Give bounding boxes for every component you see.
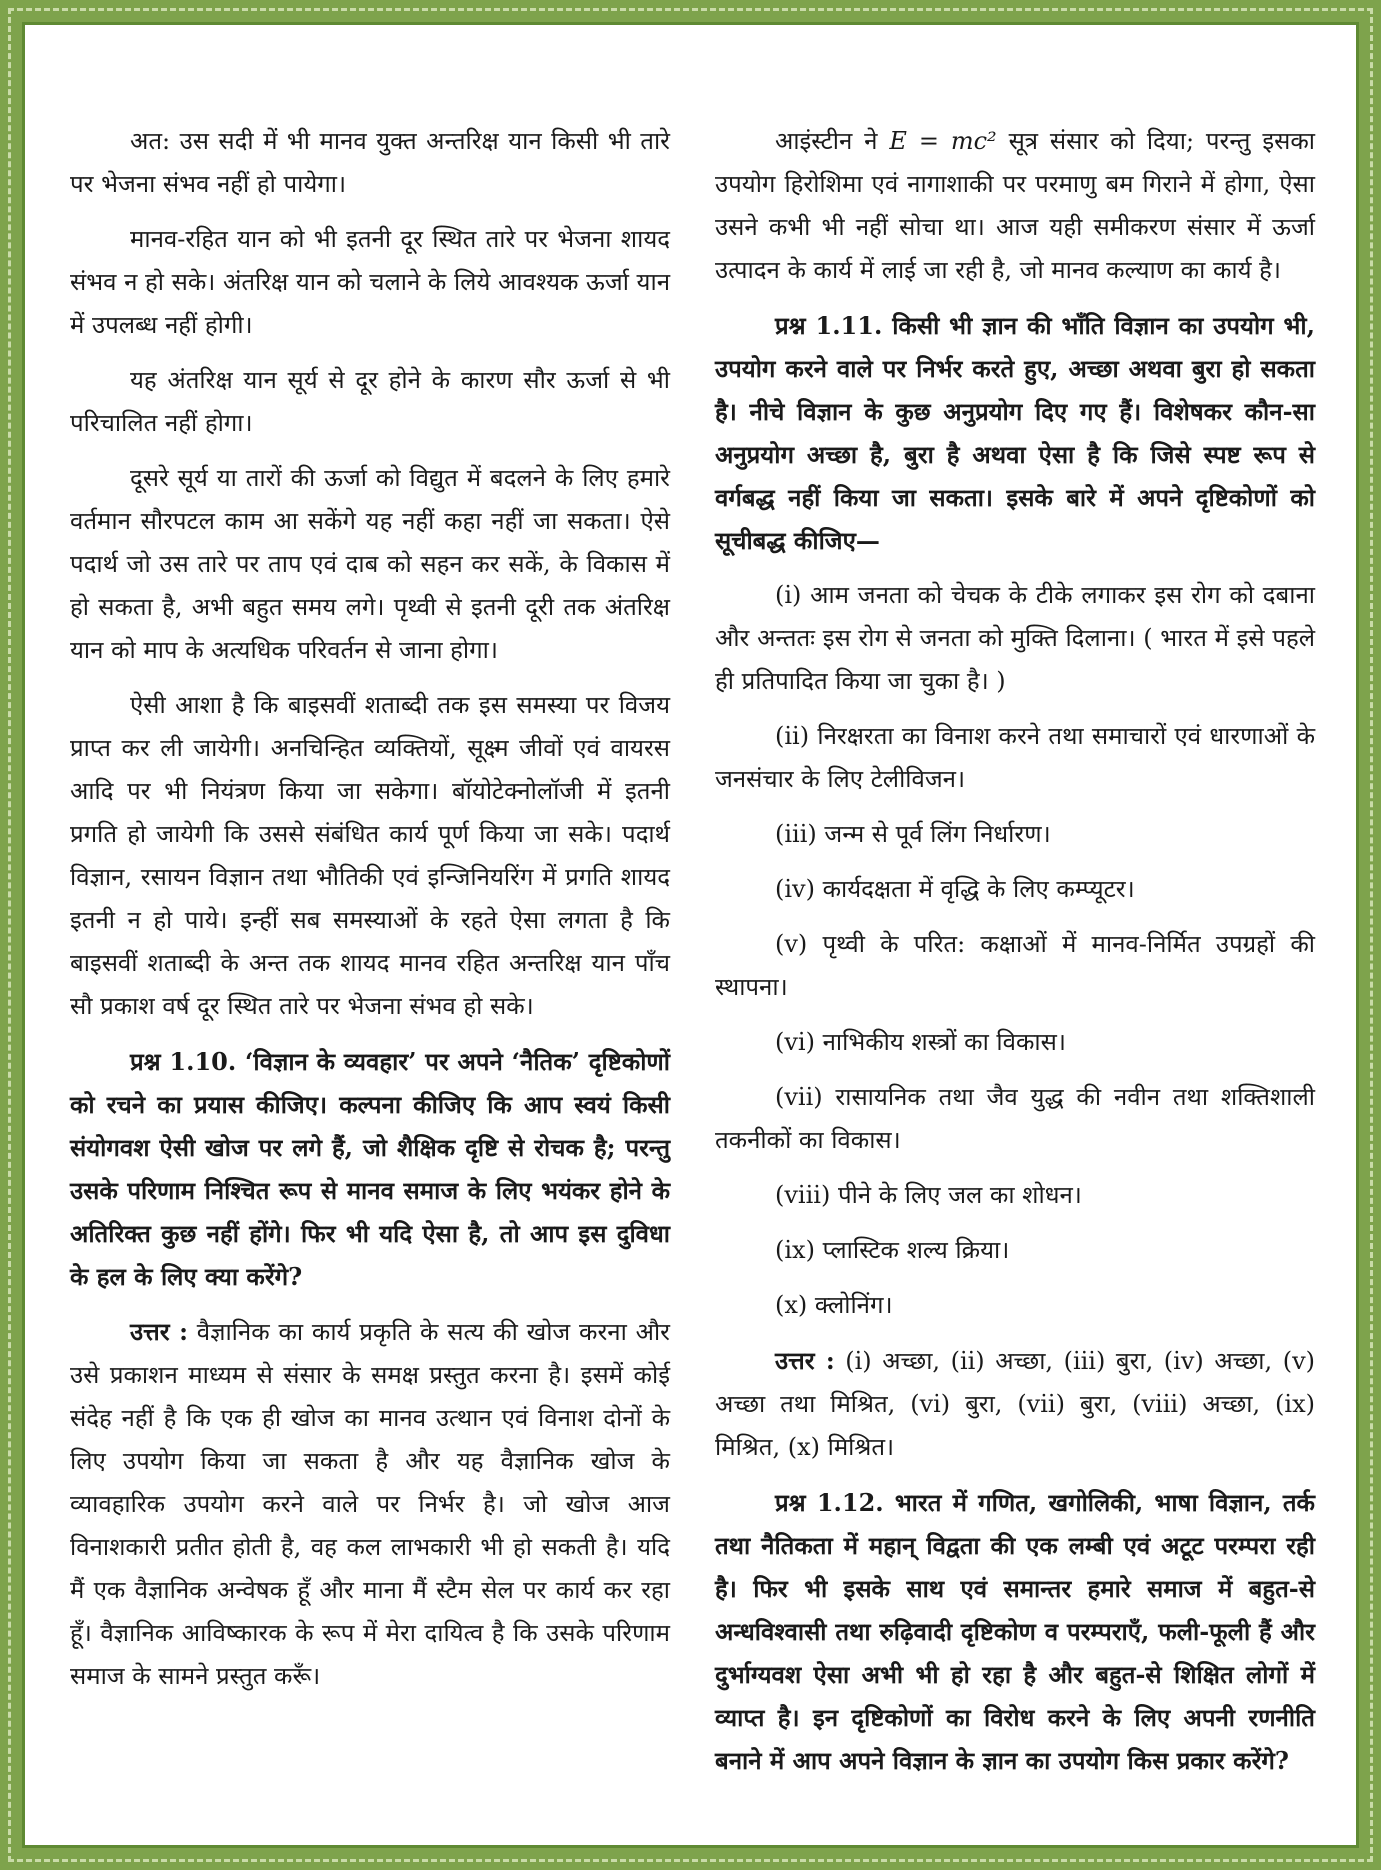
answer-1-11: [715, 1339, 1315, 1469]
list-item: (i) आम जनता को चेचक के टीके लगाकर इस रोग को दबाना और अन्ततः इस रोग से जनता को मुक्ति दिलाना। ( भारत में इसे पहले ही प्रतिपादित किया जा चुका है। ): [715, 581, 1315, 695]
einstein-text-post: सूत्र संसार को दिया; परन्तु इसका उपयोग हिरोशिमा एवं नागाशाकी पर परमाणु बम गिराने में होगा, ऐसा उसने कभी भी नहीं सोचा था। आज यही समीकरण संसार में ऊर्जा उत्पादन के कार्य में लाई जा रही है, जो मानव कल्याण का कार्य है।: [715, 127, 1315, 284]
list-item: (ix) प्लास्टिक शल्य क्रिया।: [775, 1236, 1010, 1264]
list-item: (iii) जन्म से पूर्व लिंग निर्धारण।: [775, 820, 1051, 848]
question-1-10: प्रश्न 1.10. ‘विज्ञान के व्यवहार’ पर अपने ‘नैतिक’ दृष्टिकोणों को रचने का प्रयास कीजिए। कल्पना कीजिए कि आप स्वयं किसी संयोगवश ऐसी खोज पर लगे हैं, जो शैक्षिक दृष्टि से रोचक है; परन्तु उसके परिणाम निश्चित रूप से मानव समाज के लिए भयंकर होने के अतिरिक्त कुछ नहीं होंगे। फिर भी यदि ऐसा है, तो आप इस दुविधा के हल के लिए क्या करेंगे?: [70, 1047, 670, 1291]
answer-label: उत्तर :: [130, 1317, 188, 1346]
list-item: (iv) कार्यदक्षता में वृद्धि के लिए कम्प्यूटर।: [775, 875, 1135, 903]
list-item: (v) पृथ्वी के परित: कक्षाओं में मानव-निर्मित उपग्रहों की स्थापना।: [715, 930, 1315, 1001]
paragraph: मानव-रहित यान को भी इतनी दूर स्थित तारे पर भेजना शायद संभव न हो सके। अंतरिक्ष यान को चलाने के लिये आवश्यक ऊर्जा यान में उपलब्ध नहीं होगी।: [70, 225, 671, 339]
question-1-11: प्रश्न 1.11. किसी भी ज्ञान की भाँति विज्ञान का उपयोग भी, उपयोग करने वाले पर निर्भर करते हुए, अच्छा अथवा बुरा हो सकता है। नीचे विज्ञान के कुछ अनुप्रयोग दिए गए हैं। विशेषकर कौन-सा अनुप्रयोग अच्छा है, बुरा है अथवा ऐसा है कि जिसे स्पष्ट रूप से वर्गबद्ध नहीं किया जा सकता। इसके बारे में अपने दृष्टिकोणों को सूचीबद्ध कीजिए—: [715, 311, 1315, 555]
answer-text: (i) अच्छा, (ii) अच्छा, (iii) बुरा, (iv) अच्छा, (v) अच्छा तथा मिश्रित, (vi) बुरा, (vii) बुरा, (viii) अच्छा, (ix) मिश्रित, (x) मिश्रित।: [715, 1347, 1315, 1461]
answer-1-10: [70, 1310, 670, 1698]
paragraph: यह अंतरिक्ष यान सूर्य से दूर होने के कारण सौर ऊर्जा से भी परिचालित नहीं होगा।: [70, 366, 670, 437]
formula: E = mc²: [889, 127, 997, 155]
einstein-text-pre: आइंस्टीन ने: [775, 127, 878, 155]
paragraph: अत: उस सदी में भी मानव युक्त अन्तरिक्ष यान किसी भी तारे पर भेजना संभव नहीं हो पायेगा।: [70, 127, 670, 198]
list-item: (ii) निरक्षरता का विनाश करने तथा समाचारों एवं धारणाओं के जनसंचार के लिए टेलीविजन।: [715, 722, 1315, 793]
list-item: (x) क्लोनिंग।: [775, 1291, 893, 1319]
paragraph: ऐसी आशा है कि बाइसवीं शताब्दी तक इस समस्या पर विजय प्राप्त कर ली जायेगी। अनचिन्हित व्यक्तियों, सूक्ष्म जीवों एवं वायरस आदि पर भी नियंत्रण किया जा सकेगा। बॉयोटेक्नोलॉजी में इतनी प्रगति हो जायेगी कि उससे संबंधित कार्य पूर्ण किया जा सके। पदार्थ विज्ञान, रसायन विज्ञान तथा भौतिकी एवं इन्जिनियरिंग में प्रगति शायद इतनी न हो पाये। इन्हीं सब समस्याओं के रहते ऐसा लगता है कि बाइसवीं शताब्दी के अन्त तक शायद मानव रहित अन्तरिक्ष यान पाँच सौ प्रकाश वर्ष दूर स्थित तारे पर भेजना संभव हो सके।: [70, 691, 670, 1020]
answer-label: उत्तर :: [775, 1346, 835, 1375]
paragraph-einstein: [715, 120, 1315, 292]
left-column: [70, 120, 670, 1760]
answer-text: वैज्ञानिक का कार्य प्रकृति के सत्य की खोज करना और उसे प्रकाशन माध्यम से संसार के समक्ष प्रस्तुत करना है। इसमें कोई संदेह नहीं है कि एक ही खोज का मानव उत्थान एवं विनाश दोनों के लिए उपयोग किया जा सकता है और यह वैज्ञानिक खोज के व्यावहारिक उपयोग करने वाले पर निर्भर है। जो खोज आज विनाशकारी प्रतीत होती है, वह कल लाभकारी भी हो सकती है। यदि मैं एक वैज्ञानिक अन्वेषक हूँ और माना मैं स्टैम सेल पर कार्य कर रहा हूँ। वैज्ञानिक आविष्कारक के रूप में मेरा दायित्व है कि उसके परिणाम समाज के सामने प्रस्तुत करूँ।: [70, 1318, 670, 1690]
list-item: (viii) पीने के लिए जल का शोधन।: [775, 1181, 1082, 1209]
paragraph: दूसरे सूर्य या तारों की ऊर्जा को विद्युत में बदलने के लिए हमारे वर्तमान सौरपटल काम आ सकेंगे यह नहीं कहा नहीं जा सकता। ऐसे पदार्थ जो उस तारे पर ताप एवं दाब को सहन कर सकें, के विकास में हो सकता है, अभी बहुत समय लगे। पृथ्वी से इतनी दूरी तक अंतरिक्ष यान को माप के अत्यधिक परिवर्तन से जाना होगा।: [70, 464, 670, 664]
list-item: (vii) रासायनिक तथा जैव युद्ध की नवीन तथा शक्तिशाली तकनीकों का विकास।: [715, 1083, 1315, 1154]
list-item: (vi) नाभिकीय शस्त्रों का विकास।: [775, 1028, 1066, 1056]
page-content: [70, 120, 1315, 1775]
question-1-12: प्रश्न 1.12. भारत में गणित, खगोलिकी, भाषा विज्ञान, तर्क तथा नैतिकता में महान् विद्वता की एक लम्बी एवं अटूट परम्परा रही है। फिर भी इसके साथ एवं समान्तर हमारे समाज में बहुत-से अन्धविश्वासी तथा रुढ़िवादी दृष्टिकोण व परम्पराएँ, फली-फूली हैं और दुर्भाग्यवश ऐसा अभी भी हो रहा है और बहुत-से शिक्षित लोगों में व्याप्त है। इन दृष्टिकोणों का विरोध करने के लिए अपनी रणनीति बनाने में आप अपने विज्ञान के ज्ञान का उपयोग किस प्रकार करेंगे?: [715, 1488, 1315, 1775]
right-column: [715, 120, 1315, 1775]
